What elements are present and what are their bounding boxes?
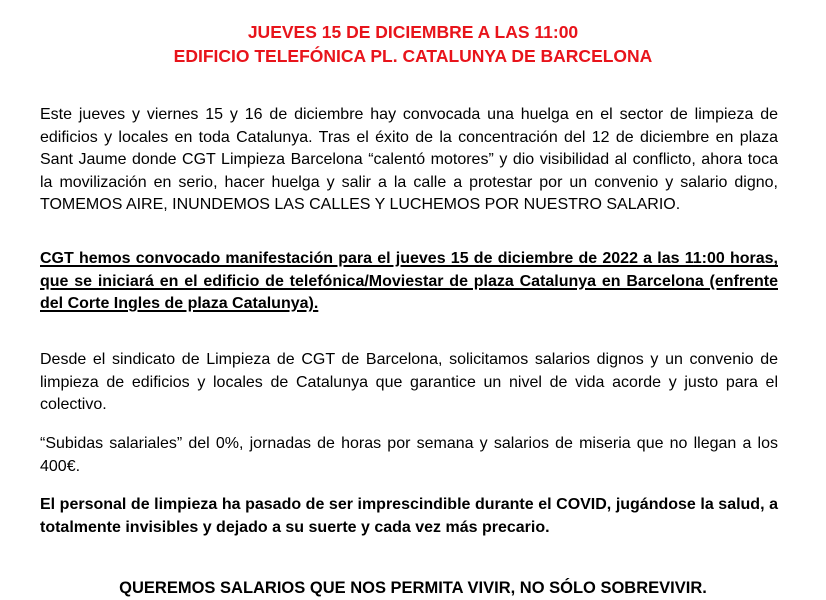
- closing-slogan: QUEREMOS SALARIOS QUE NOS PERMITA VIVIR, NO SÓLO SOBREVIVIR.: [119, 579, 707, 597]
- intro-paragraph: Este jueves y viernes 15 y 16 de diciembre hay convocada una huelga en el sector de limpieza de edificios y locales en toda Catalunya. Tras el éxito de la concentración del 12 de diciembre en plaza Sant Jaume donde CGT Limpieza Barcelona “calentó motores” y dio visibilidad al conflicto, ahora toca la movilización en serio, hacer huelga y salir a la calle a protestar por un convenio y salario digno, TOMEMOS AIRE, INUNDEMOS LAS CALLES Y LUCHEMOS POR NUESTRO SALARIO.: [40, 106, 778, 214]
- sindicato-paragraph: Desde el sindicato de Limpieza de CGT de Barcelona, solicitamos salarios dignos y un convenio de limpieza de edificios y locales de Catalunya que garantice un nivel de vida acorde y justo para el colectivo.: [40, 351, 778, 414]
- header-date-line: JUEVES 15 DE DICIEMBRE A LAS 11:00: [247, 22, 579, 42]
- personal-paragraph: El personal de limpieza ha pasado de ser imprescindible durante el COVID, jugándose la salud, a totalmente invisibles y dejado a su suerte y cada vez más precario.: [40, 496, 778, 536]
- subidas-paragraph: “Subidas salariales” del 0%, jornadas de horas por semana y salarios de miseria que no llegan a los 400€.: [40, 435, 778, 475]
- header-title: [0, 20, 826, 68]
- header-location-line: EDIFICIO TELEFÓNICA PL. CATALUNYA DE BARCELONA: [173, 46, 653, 66]
- convocatoria-paragraph: CGT hemos convocado manifestación para el jueves 15 de diciembre de 2022 a las 11:00 horas, que se iniciará en el edificio de telefónica/Moviestar de plaza Catalunya en Barcelona (enfrente del Corte Ingles de plaza Catalunya).: [40, 250, 778, 313]
